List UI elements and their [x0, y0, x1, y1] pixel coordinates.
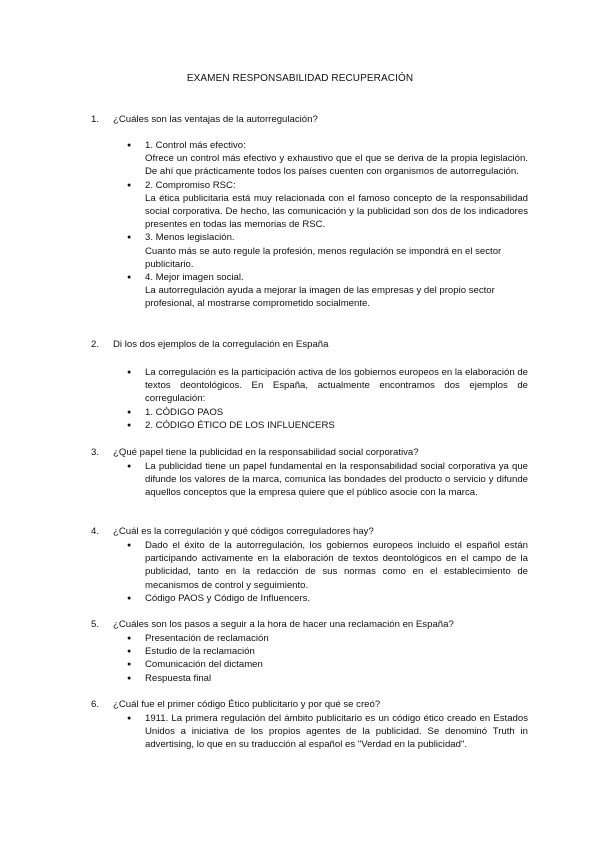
list-item [0, 179, 600, 232]
list-item [0, 366, 600, 406]
question-number: 2. [91, 339, 100, 350]
question-text: ¿Cuáles son los pasos a seguir a la hora de hacer una reclamación en España? [113, 619, 454, 630]
bullet-icon: ● [127, 674, 132, 682]
list-item [0, 139, 600, 179]
list-item [0, 592, 600, 605]
list-item [0, 672, 600, 685]
item-text: La corregulación es la participación activa de los gobiernos europeos en la elaboración de textos deontológicos. En España, actualmente encontramos dos ejemplos de corregulación: [145, 367, 528, 405]
document-title: EXAMEN RESPONSABILIDAD RECUPERACIÓN [186, 73, 414, 84]
answer-list [0, 632, 600, 685]
question-3 [0, 446, 600, 500]
question-number: 4. [91, 526, 100, 537]
question-6 [0, 698, 600, 752]
answer-list [0, 712, 600, 752]
question-text: ¿Qué papel tiene la publicidad en la responsabilidad social corporativa? [113, 447, 419, 458]
question-number: 5. [91, 619, 100, 630]
answer-list [0, 460, 600, 500]
list-item [0, 658, 600, 671]
question-number: 6. [91, 699, 100, 710]
bullet-icon: ● [127, 181, 132, 189]
list-item [0, 419, 600, 432]
question-text: ¿Cuáles son las ventajas de la autorregulación? [113, 114, 318, 125]
answer-list [0, 539, 600, 605]
list-item [0, 632, 600, 645]
list-item [0, 271, 600, 311]
question-text: ¿Cuál es la corregulación y qué códigos correguladores hay? [113, 526, 374, 537]
item-body: La ética publicitaria está muy relacionada con el famoso concepto de la responsabilidad social corporativa. De hecho, las comunicación y la publicidad son dos de los indicadores presentes en todas las memorias de RSC. [145, 192, 528, 231]
question-number: 3. [91, 447, 100, 458]
item-body: Ofrece un control más efectivo y exhaustivo que el que se deriva de la propia legislación. De ahí que prácticamente todos los países cuenten con organismos de autorregulación. [145, 153, 528, 178]
bullet-icon: ● [127, 542, 132, 549]
bullet-icon: ● [127, 234, 132, 242]
item-text: Comunicación del dictamen [145, 659, 263, 671]
bullet-icon: ● [127, 142, 132, 149]
item-text: La publicidad tiene un papel fundamental en la responsabilidad social corporativa ya que difunde los valores de la marca, comunica las bondades del producto o servicio y difunde aquellos conceptos que la empresa quiere que el público asocie con la marca. [145, 461, 528, 499]
question-text: ¿Cuál fue el primer código Ético publicitario y por qué se creó? [113, 699, 381, 710]
item-text: 2. CÓDIGO ÉTICO DE LOS INFLUENCERS [145, 419, 335, 431]
question-text: Di los dos ejemplos de la corregulación en España [113, 339, 329, 350]
item-text: Dado el éxito de la autorregulación, los gobiernos europeos incluido el español están participando activamente en la elaboración de textos deontológicos en el campo de la publicidad, tanto en la redacción de sus normas como en el establecimiento de mecanismos de control y seguimiento. [145, 540, 528, 591]
item-text: Código PAOS y Código de Influencers. [145, 592, 311, 604]
answer-list [0, 139, 600, 311]
bullet-icon: ● [127, 421, 132, 429]
item-text: 1. CÓDIGO PAOS [145, 406, 224, 418]
question-4 [0, 525, 600, 605]
item-heading: 1. Control más efectivo: [145, 140, 246, 151]
question-2 [0, 338, 600, 432]
bullet-icon: ● [127, 463, 132, 470]
item-heading: 4. Mejor imagen social. [145, 272, 244, 284]
bullet-icon: ● [127, 635, 132, 642]
item-body: La autorregulación ayuda a mejorar la imagen de las empresas y del propio sector profesional, al mostrarse comprometido socialmente. [145, 285, 495, 310]
bullet-icon: ● [127, 274, 132, 282]
list-item [0, 645, 600, 658]
bullet-icon: ● [127, 648, 132, 656]
question-5 [0, 618, 600, 685]
list-item [0, 460, 600, 500]
list-item [0, 539, 600, 592]
bullet-icon: ● [127, 661, 132, 669]
item-text: 1911. La primera regulación del ámbito publicitario es un código ético creado en Estados Unidos a iniciativa de los propios agentes de la publicidad. Se denominó Truth in advertising, lo que en su traducción al español es "Verdad en la publicidad". [145, 713, 528, 751]
item-body: Cuanto más se auto regule la profesión, menos regulación se impondrá en el sector publicitario. [145, 245, 502, 270]
item-text: Presentación de reclamación [145, 633, 269, 644]
question-number: 1. [91, 114, 100, 125]
item-text: Respuesta final [145, 672, 212, 684]
question-1 [0, 113, 600, 311]
item-heading: 2. Compromiso RSC: [145, 179, 236, 191]
bullet-icon: ● [127, 408, 132, 416]
item-text: Estudio de la reclamación [145, 646, 255, 658]
bullet-icon: ● [127, 594, 132, 602]
answer-list [0, 366, 600, 432]
bullet-icon: ● [127, 715, 132, 722]
list-item [0, 712, 600, 752]
list-item [0, 406, 600, 419]
list-item [0, 231, 600, 271]
bullet-icon: ● [127, 369, 132, 376]
item-heading: 3. Menos legislación. [145, 232, 235, 244]
